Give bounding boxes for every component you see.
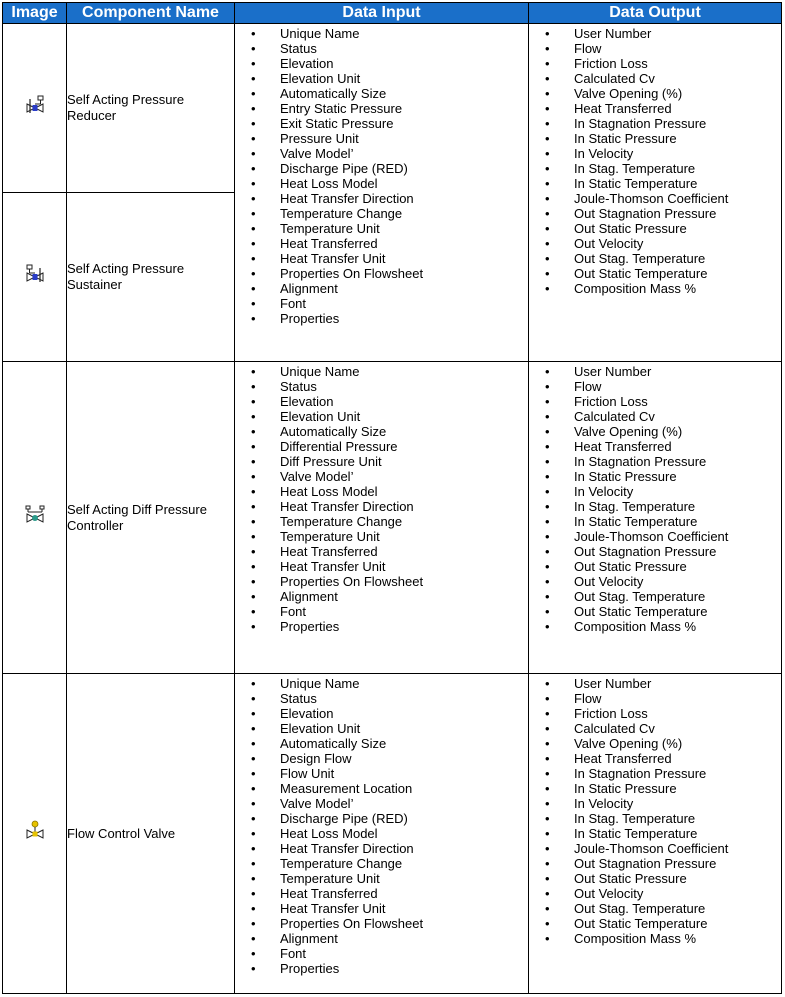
data-output-item: • User Number xyxy=(529,26,781,41)
data-output-item: • Flow xyxy=(529,691,781,706)
data-input-item: • Temperature Unit xyxy=(235,871,528,886)
data-output-item: • Out Static Temperature xyxy=(529,266,781,281)
data-input-item: • Heat Transferred xyxy=(235,544,528,559)
component-name-line: Self Acting Pressure xyxy=(67,92,185,107)
data-input-item: • Heat Loss Model xyxy=(235,826,528,841)
data-input-item: • Temperature Change xyxy=(235,206,528,221)
component-image-cell xyxy=(3,362,67,674)
table-row xyxy=(3,24,782,193)
data-input-cell xyxy=(235,362,529,674)
data-output-item: • In Velocity xyxy=(529,796,781,811)
data-input-item: • Heat Transfer Unit xyxy=(235,559,528,574)
data-input-item: • Properties On Flowsheet xyxy=(235,574,528,589)
data-input-item: • Properties xyxy=(235,311,528,326)
data-input-item: • Elevation xyxy=(235,706,528,721)
data-input-item: • Unique Name xyxy=(235,364,528,379)
data-input-item: • Elevation xyxy=(235,394,528,409)
table-header-row xyxy=(3,3,782,24)
data-output-item: • In Velocity xyxy=(529,484,781,499)
data-output-item: • In Static Pressure xyxy=(529,131,781,146)
data-input-item: • Diff Pressure Unit xyxy=(235,454,528,469)
data-output-item: • In Static Temperature xyxy=(529,826,781,841)
data-output-item: • In Static Temperature xyxy=(529,176,781,191)
data-output-item: • Out Velocity xyxy=(529,574,781,589)
data-output-item: • Out Static Pressure xyxy=(529,871,781,886)
data-output-item: • Calculated Cv xyxy=(529,409,781,424)
component-image-cell xyxy=(3,193,67,362)
data-input-item: • Properties On Flowsheet xyxy=(235,916,528,931)
data-input-item: • Exit Static Pressure xyxy=(235,116,528,131)
data-output-item: • Out Static Temperature xyxy=(529,916,781,931)
data-output-item: • Valve Opening (%) xyxy=(529,424,781,439)
data-output-item: • In Static Pressure xyxy=(529,469,781,484)
data-output-cell xyxy=(529,362,782,674)
data-input-item: • Temperature Change xyxy=(235,856,528,871)
data-output-item: • Valve Opening (%) xyxy=(529,736,781,751)
data-input-item: • Differential Pressure xyxy=(235,439,528,454)
data-output-item: • Heat Transferred xyxy=(529,439,781,454)
data-input-item: • Elevation Unit xyxy=(235,409,528,424)
data-input-item: • Measurement Location xyxy=(235,781,528,796)
data-input-item: • Unique Name xyxy=(235,26,528,41)
data-input-item: • Properties On Flowsheet xyxy=(235,266,528,281)
data-input-item: • Heat Transferred xyxy=(235,886,528,901)
data-output-item: • Composition Mass % xyxy=(529,619,781,634)
data-output-item: • Joule-Thomson Coefficient xyxy=(529,191,781,206)
data-input-item: • Font xyxy=(235,604,528,619)
data-output-item: • Out Static Temperature xyxy=(529,604,781,619)
data-output-item: • In Velocity xyxy=(529,146,781,161)
data-output-item: • Flow xyxy=(529,41,781,56)
data-output-item: • Heat Transferred xyxy=(529,751,781,766)
header-data-input: Data Input xyxy=(235,3,529,24)
self-acting-diff-pressure-controller-icon xyxy=(24,504,46,526)
data-input-item: • Alignment xyxy=(235,931,528,946)
data-input-item: • Alignment xyxy=(235,589,528,604)
data-output-list xyxy=(529,674,781,946)
data-output-item: • In Stag. Temperature xyxy=(529,811,781,826)
data-input-item: • Valve Model’ xyxy=(235,469,528,484)
data-input-item: • Valve Model’ xyxy=(235,796,528,811)
data-output-item: • In Stagnation Pressure xyxy=(529,454,781,469)
header-image: Image xyxy=(3,3,67,24)
data-input-list xyxy=(235,362,528,634)
data-output-item: • Out Stagnation Pressure xyxy=(529,206,781,221)
component-name-cell xyxy=(67,193,235,362)
data-input-item: • Automatically Size xyxy=(235,86,528,101)
data-output-item: • Composition Mass % xyxy=(529,281,781,296)
component-name-line: Sustainer xyxy=(67,277,122,292)
component-name-line: Flow Control Valve xyxy=(67,825,176,841)
component-name-line: Self Acting Diff Pressure xyxy=(67,501,207,517)
data-output-item: • In Stag. Temperature xyxy=(529,499,781,514)
data-output-list xyxy=(529,24,781,296)
data-input-item: • Valve Model’ xyxy=(235,146,528,161)
data-input-item: • Design Flow xyxy=(235,751,528,766)
data-input-item: • Unique Name xyxy=(235,676,528,691)
data-output-item: • User Number xyxy=(529,676,781,691)
data-input-item: • Heat Transfer Unit xyxy=(235,901,528,916)
table-row xyxy=(3,674,782,994)
data-input-item: • Heat Loss Model xyxy=(235,484,528,499)
self-acting-pressure-sustainer-icon xyxy=(24,264,46,286)
data-input-item: • Heat Transfer Direction xyxy=(235,499,528,514)
data-input-item: • Properties xyxy=(235,619,528,634)
data-output-item: • Calculated Cv xyxy=(529,71,781,86)
data-input-item: • Heat Loss Model xyxy=(235,176,528,191)
data-output-item: • User Number xyxy=(529,364,781,379)
data-input-item: • Heat Transfer Direction xyxy=(235,191,528,206)
data-output-item: • Out Static Pressure xyxy=(529,559,781,574)
header-component-name: Component Name xyxy=(67,3,235,24)
data-input-item: • Elevation Unit xyxy=(235,71,528,86)
data-output-item: • Heat Transferred xyxy=(529,101,781,116)
data-input-item: • Temperature Change xyxy=(235,514,528,529)
data-output-item: • In Stagnation Pressure xyxy=(529,766,781,781)
data-input-item: • Elevation xyxy=(235,56,528,71)
data-input-cell xyxy=(235,24,529,362)
component-name-cell xyxy=(67,24,235,193)
data-input-item: • Temperature Unit xyxy=(235,529,528,544)
data-input-item: • Automatically Size xyxy=(235,424,528,439)
data-output-item: • Out Velocity xyxy=(529,886,781,901)
data-input-item: • Font xyxy=(235,296,528,311)
component-table xyxy=(2,2,782,994)
component-image-cell xyxy=(3,24,67,193)
data-output-item: • Out Stag. Temperature xyxy=(529,251,781,266)
data-input-item: • Flow Unit xyxy=(235,766,528,781)
data-input-item: • Properties xyxy=(235,961,528,976)
data-input-item: • Status xyxy=(235,379,528,394)
data-input-cell xyxy=(235,674,529,994)
data-output-item: • Calculated Cv xyxy=(529,721,781,736)
data-output-cell xyxy=(529,24,782,362)
data-output-item: • Valve Opening (%) xyxy=(529,86,781,101)
data-output-item: • Out Stagnation Pressure xyxy=(529,544,781,559)
data-output-item: • In Stag. Temperature xyxy=(529,161,781,176)
header-data-output: Data Output xyxy=(529,3,782,24)
data-input-item: • Discharge Pipe (RED) xyxy=(235,811,528,826)
data-output-item: • Joule-Thomson Coefficient xyxy=(529,841,781,856)
data-input-item: • Status xyxy=(235,41,528,56)
data-input-item: • Discharge Pipe (RED) xyxy=(235,161,528,176)
data-output-item: • Out Static Pressure xyxy=(529,221,781,236)
component-name-line: Self Acting Pressure xyxy=(67,261,185,276)
data-output-item: • Friction Loss xyxy=(529,56,781,71)
flow-control-valve-icon xyxy=(24,820,46,842)
data-input-item: • Heat Transferred xyxy=(235,236,528,251)
component-name-line: Controller xyxy=(67,517,124,533)
data-output-item: • Friction Loss xyxy=(529,394,781,409)
data-input-item: • Heat Transfer Direction xyxy=(235,841,528,856)
data-input-item: • Font xyxy=(235,946,528,961)
data-output-item: • Out Stag. Temperature xyxy=(529,589,781,604)
data-input-item: • Heat Transfer Unit xyxy=(235,251,528,266)
data-input-item: • Pressure Unit xyxy=(235,131,528,146)
data-input-item: • Alignment xyxy=(235,281,528,296)
data-input-list xyxy=(235,674,528,976)
data-input-item: • Temperature Unit xyxy=(235,221,528,236)
data-output-item: • Joule-Thomson Coefficient xyxy=(529,529,781,544)
component-name-cell xyxy=(67,674,235,994)
data-output-item: • Out Stag. Temperature xyxy=(529,901,781,916)
data-input-item: • Status xyxy=(235,691,528,706)
data-output-item: • Friction Loss xyxy=(529,706,781,721)
data-output-cell xyxy=(529,674,782,994)
component-name-line: Reducer xyxy=(67,108,117,123)
data-output-item: • Flow xyxy=(529,379,781,394)
component-image-cell xyxy=(3,674,67,994)
data-output-item: • In Static Pressure xyxy=(529,781,781,796)
data-output-item: • In Stagnation Pressure xyxy=(529,116,781,131)
self-acting-pressure-reducer-icon xyxy=(24,95,46,117)
data-input-item: • Entry Static Pressure xyxy=(235,101,528,116)
data-output-item: • Out Velocity xyxy=(529,236,781,251)
component-name-cell xyxy=(67,362,235,674)
data-input-list xyxy=(235,24,528,326)
data-input-item: • Automatically Size xyxy=(235,736,528,751)
table-row xyxy=(3,362,782,674)
data-input-item: • Elevation Unit xyxy=(235,721,528,736)
data-output-item: • In Static Temperature xyxy=(529,514,781,529)
data-output-item: • Composition Mass % xyxy=(529,931,781,946)
data-output-item: • Out Stagnation Pressure xyxy=(529,856,781,871)
data-output-list xyxy=(529,362,781,634)
